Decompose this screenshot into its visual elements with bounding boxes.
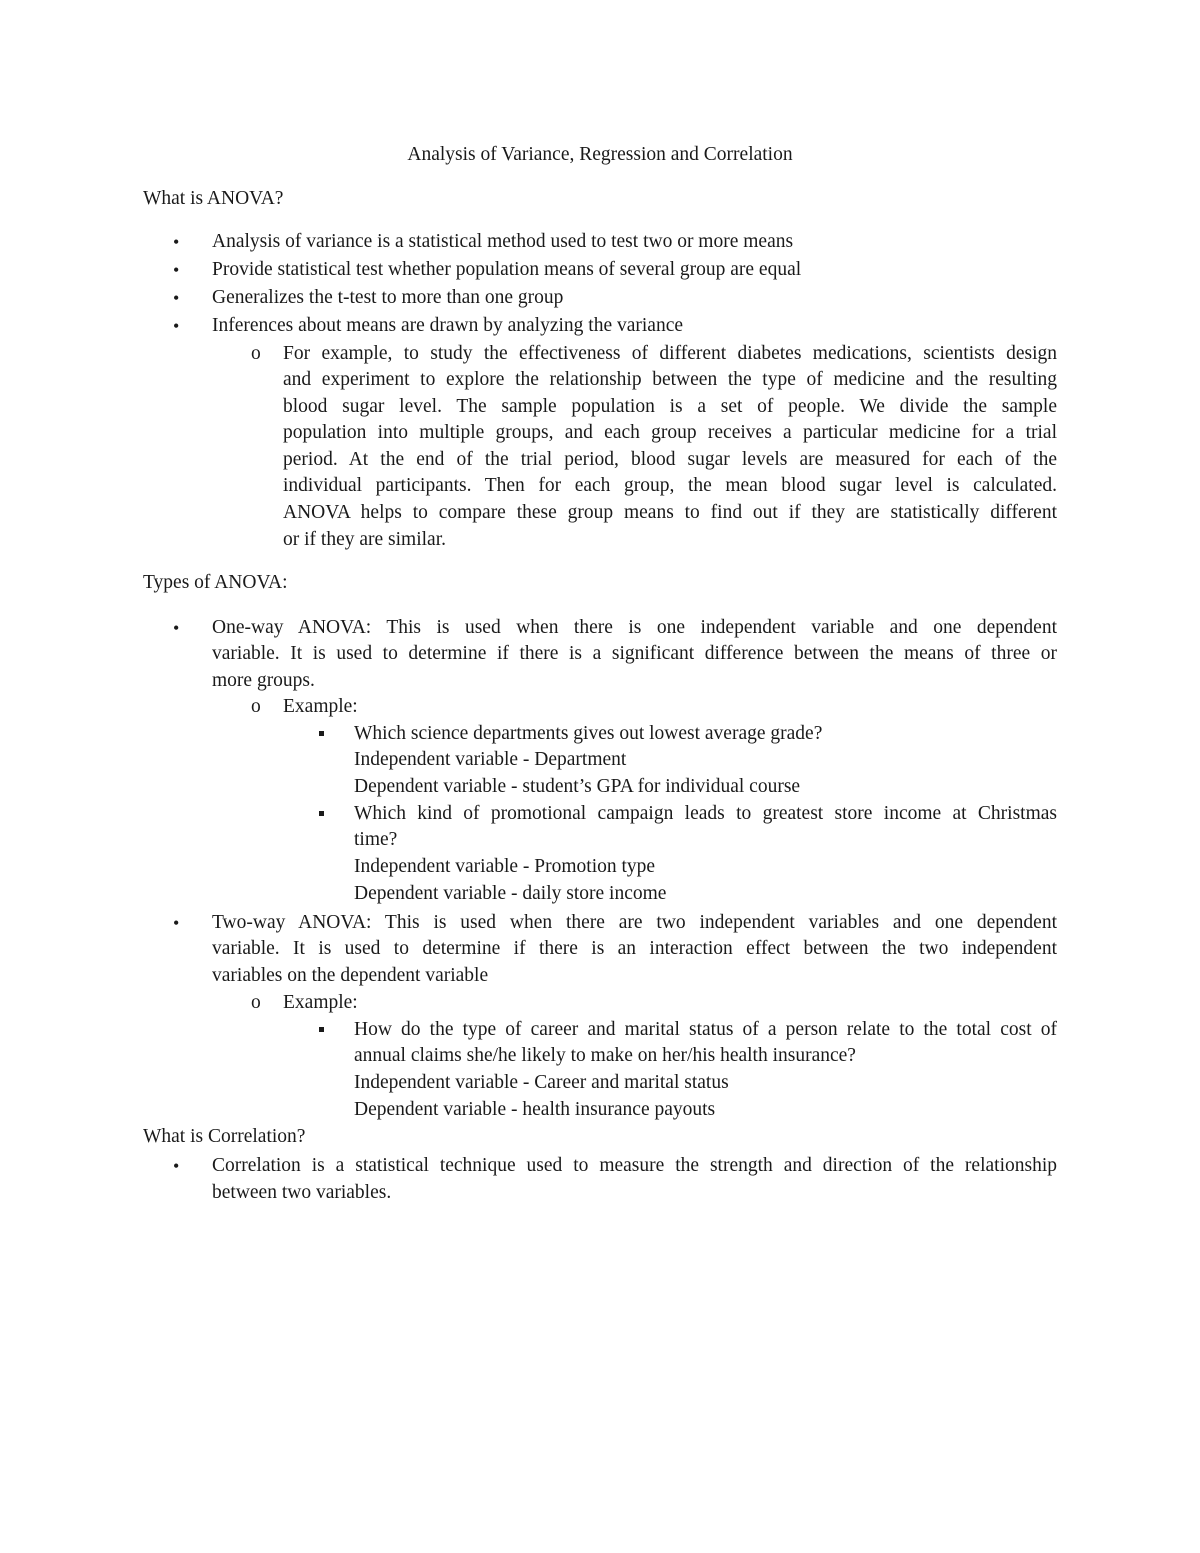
sub-bullet-circle-icon: o xyxy=(251,696,261,717)
sub-bullet-circle-icon: o xyxy=(251,343,261,364)
correlation-line: between two variables. xyxy=(212,1182,392,1203)
paragraph-line: blood sugar level. The sample population is a set of people. We divide the sample xyxy=(283,396,1057,417)
list-item: Generalizes the t-test to more than one group xyxy=(212,287,564,308)
heading-types-of-anova: Types of ANOVA: xyxy=(143,572,288,593)
bullet-dot-icon: • xyxy=(173,1156,180,1176)
example-question: Which kind of promotional campaign leads to greatest store income at Christmas xyxy=(354,803,1057,824)
independent-variable: Independent variable - Promotion type xyxy=(354,856,656,877)
one-way-line: more groups. xyxy=(212,670,315,691)
paragraph-line: or if they are similar. xyxy=(283,529,446,550)
list-item: Inferences about means are drawn by analyzing the variance xyxy=(212,315,684,336)
heading-what-is-correlation: What is Correlation? xyxy=(143,1126,306,1147)
independent-variable: Independent variable - Department xyxy=(354,749,627,770)
example-question: How do the type of career and marital status of a person relate to the total cost of xyxy=(354,1019,1057,1040)
dependent-variable: Dependent variable - health insurance payouts xyxy=(354,1099,716,1120)
example-label: Example: xyxy=(283,696,358,717)
bullet-dot-icon: • xyxy=(173,913,180,933)
one-way-line: One-way ANOVA: This is used when there is one independent variable and one dependent xyxy=(212,617,1057,638)
list-item: Provide statistical test whether population means of several group are equal xyxy=(212,259,802,280)
example-question: annual claims she/he likely to make on her/his health insurance? xyxy=(354,1045,856,1066)
two-way-line: Two-way ANOVA: This is used when there are two independent variables and one dependent xyxy=(212,912,1057,933)
dependent-variable: Dependent variable - daily store income xyxy=(354,883,667,904)
square-bullet-icon xyxy=(319,731,324,736)
example-question: Which science departments gives out lowest average grade? xyxy=(354,723,823,744)
example-question: time? xyxy=(354,829,398,850)
paragraph-line: For example, to study the effectiveness of different diabetes medications, scientists design xyxy=(283,343,1057,364)
document-title: Analysis of Variance, Regression and Correlation xyxy=(407,144,793,165)
bullet-dot-icon: • xyxy=(173,260,180,280)
paragraph-line: population into multiple groups, and each group receives a particular medicine for a trial xyxy=(283,422,1057,443)
sub-bullet-circle-icon: o xyxy=(251,992,261,1013)
heading-what-is-anova: What is ANOVA? xyxy=(143,188,284,209)
list-item: Analysis of variance is a statistical method used to test two or more means xyxy=(212,231,794,252)
two-way-line: variable. It is used to determine if there is an interaction effect between the two independent xyxy=(212,938,1057,959)
square-bullet-icon xyxy=(319,811,324,816)
bullet-dot-icon: • xyxy=(173,232,180,252)
bullet-dot-icon: • xyxy=(173,618,180,638)
paragraph-line: period. At the end of the trial period, blood sugar levels are measured for each of the xyxy=(283,449,1057,470)
bullet-dot-icon: • xyxy=(173,288,180,308)
independent-variable: Independent variable - Career and marital status xyxy=(354,1072,729,1093)
example-label: Example: xyxy=(283,992,358,1013)
paragraph-line: and experiment to explore the relationship between the type of medicine and the resulting xyxy=(283,369,1057,390)
bullet-dot-icon: • xyxy=(173,316,180,336)
paragraph-line: ANOVA helps to compare these group means to find out if they are statistically different xyxy=(283,502,1057,523)
one-way-line: variable. It is used to determine if there is a significant difference between the means of three or xyxy=(212,643,1057,664)
paragraph-line: individual participants. Then for each group, the mean blood sugar level is calculated. xyxy=(283,475,1057,496)
dependent-variable: Dependent variable - student’s GPA for individual course xyxy=(354,776,801,797)
correlation-line: Correlation is a statistical technique used to measure the strength and direction of the relationship xyxy=(212,1155,1057,1176)
square-bullet-icon xyxy=(319,1027,324,1032)
two-way-line: variables on the dependent variable xyxy=(212,965,489,986)
